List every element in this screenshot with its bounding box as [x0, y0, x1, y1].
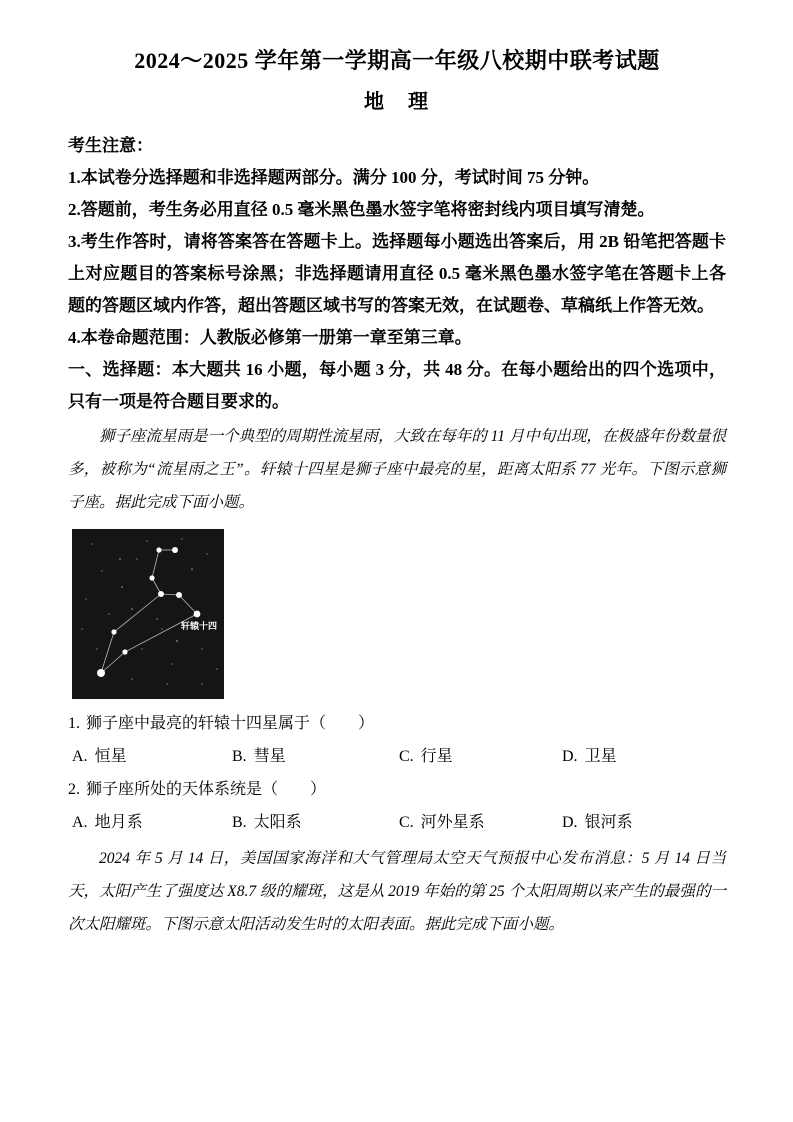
question-1-number: 1.: [68, 715, 80, 732]
passage-leo: 狮子座流星雨是一个典型的周期性流星雨，大致在每年的 11 月中旬出现，在极盛年份数量很多，被称为“流星雨之王”。轩辕十四星是狮子座中最亮的星，距离太阳系 77 光年。下图示意狮子座。据此完成下面小题。: [68, 428, 726, 511]
option-1-a: [72, 740, 232, 773]
option-1-d-text: 卫星: [584, 748, 617, 765]
question-1-stem: [68, 707, 726, 740]
page-content: [68, 0, 726, 941]
passage-sun: 2024 年 5 月 14 日，美国国家海洋和大气管理局太空天气预报中心发布消息：5 月 14 日当天，太阳产生了强度达 X8.7 级的耀斑，这是从 2019 年始的第 25 个太阳周期以来产生的最强的一次太阳耀斑。下图示意太阳活动发生时的太阳表面。据此完成下面小题。: [68, 850, 726, 933]
option-1-c-text: 行星: [420, 748, 453, 765]
question-1-text: 狮子座中最亮的轩辕十四星属于（ ）: [86, 715, 375, 732]
notice-item-1: 1.本试卷分选择题和非选择题两部分。满分 100 分，考试时间 75 分钟。: [68, 168, 600, 187]
regulus-label: 轩辕十四: [181, 621, 218, 631]
option-2-d: [562, 806, 726, 839]
section-heading: 一、选择题：本大题共 16 小题，每小题 3 分，共 48 分。在每小题给出的四个选项中，只有一项是符合题目要求的。: [68, 360, 726, 411]
option-2-b: [232, 806, 399, 839]
page-title: 2024～2025 学年第一学期高一年级八校期中联考试题: [134, 48, 660, 73]
option-2-a: [72, 806, 232, 839]
question-1: [68, 707, 726, 773]
leo-constellation-figure: [72, 529, 224, 699]
option-1-b: [232, 740, 399, 773]
notice-item-3: 3.考生作答时，请将答案答在答题卡上。选择题每小题选出答案后，用 2B 铅笔把答题卡上对应题目的答案标号涂黑；非选择题请用直径 0.5 毫米黑色墨水签字笔在答题卡上各题的答题区域内作答，超出答题区域书写的答案无效，在试题卷、草稿纸上作答无效。: [68, 232, 726, 315]
option-1-c: [399, 740, 562, 773]
question-2-stem: [68, 773, 726, 806]
option-1-b-label: B.: [232, 748, 247, 765]
question-2: [68, 773, 726, 839]
notice-item-4: 4.本卷命题范围：人教版必修第一册第一章至第三章。: [68, 328, 472, 347]
option-1-c-label: C.: [399, 748, 414, 765]
subject-title: 地 理: [364, 91, 430, 113]
option-1-d-label: D.: [562, 748, 578, 765]
option-1-d: [562, 740, 726, 773]
option-1-a-text: 恒星: [94, 748, 127, 765]
question-2-text: 狮子座所处的天体系统是（ ）: [86, 781, 327, 798]
leo-figure-svg: [72, 529, 224, 699]
option-2-a-text: 地月系: [94, 814, 143, 831]
question-2-options: [68, 806, 726, 839]
option-2-b-text: 太阳系: [253, 814, 302, 831]
option-1-b-text: 彗星: [253, 748, 286, 765]
notice-heading: 考生注意：: [68, 136, 153, 155]
question-1-options: [68, 740, 726, 773]
option-2-c: [399, 806, 562, 839]
option-2-b-label: B.: [232, 814, 247, 831]
question-2-number: 2.: [68, 781, 80, 798]
option-2-d-label: D.: [562, 814, 578, 831]
notice-block: [68, 130, 726, 354]
option-1-a-label: A.: [72, 748, 88, 765]
option-2-d-text: 银河系: [584, 814, 633, 831]
notice-item-2: 2.答题前，考生务必用直径 0.5 毫米黑色墨水签字笔将密封线内项目填写清楚。: [68, 200, 655, 219]
option-2-c-text: 河外星系: [420, 814, 485, 831]
option-2-c-label: C.: [399, 814, 414, 831]
option-2-a-label: A.: [72, 814, 88, 831]
